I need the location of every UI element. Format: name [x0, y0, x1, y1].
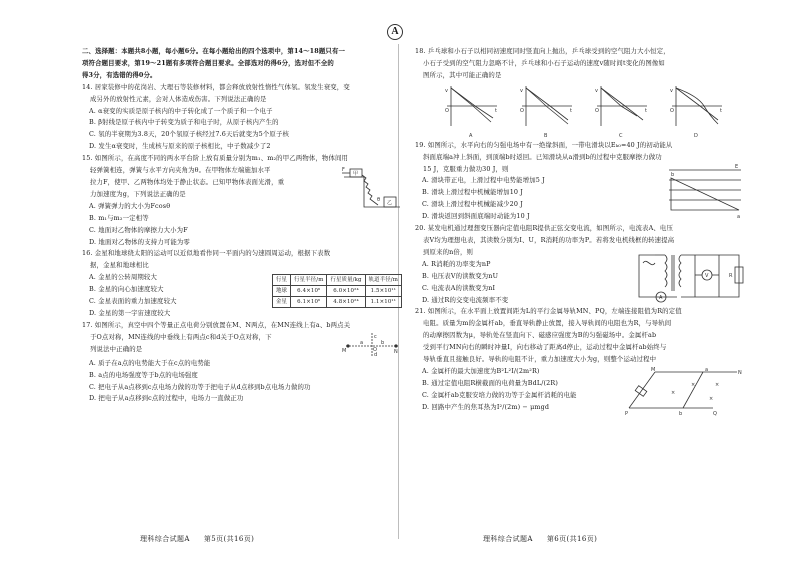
q21-option-b: B. 通过定值电阻R横截面的电荷量为BdL/(2R) — [422, 378, 558, 387]
svg-text:P: P — [625, 410, 629, 416]
q18-velocity-graphs — [415, 82, 745, 140]
table-header-row: 行星 行星半径/m 行星质量/kg 轨道半径/m — [272, 275, 401, 286]
svg-text:N: N — [738, 369, 742, 376]
q19-incline-figure — [665, 164, 745, 220]
q20-option-a: A. R消耗的功率变为nP — [422, 259, 491, 268]
q14-option-d: D. 发生α衰变时，生成核与原来的原子核相比，中子数减少了2 — [89, 142, 271, 151]
svg-text:O: O — [445, 107, 450, 114]
svg-text:v: v — [445, 87, 449, 94]
svg-text:C: C — [619, 132, 623, 139]
svg-text:A: A — [469, 132, 473, 139]
section-intro: 二、选择题：本题共8小题，每小题6分。在每小题给出的四个选项中，第14～18题只有一 项符合题目要求，第19～21题有多项符合题目要求。全部选对的得6分，选对但不全的 得3分，有选错的得0分。 — [82, 47, 346, 79]
graph-d — [670, 86, 722, 139]
svg-text:v: v — [595, 87, 599, 94]
q16-option-b: B. 金星的向心加速度较大 — [89, 285, 164, 294]
q15-option-a: A. 弹簧弹力的大小为Fcosθ — [89, 201, 171, 210]
q19-option-d: D. 滑块返回到斜面底端时动能为10 J — [422, 212, 530, 221]
q19-option-b: B. 滑块上滑过程中机械能增加10 J — [422, 188, 524, 197]
q17-option-b: B. a点的电场强度等于b点的电场强度 — [89, 370, 198, 379]
page-number: 第6页(共16页) — [546, 535, 598, 543]
q21-option-a: A. 金属杆的最大加速度为B²L²I/(2m²R) — [422, 366, 540, 375]
svg-text:O: O — [520, 107, 525, 114]
footer-left: 理科综合试题A 第5页(共16页) — [140, 535, 255, 543]
svg-text:b: b — [671, 171, 675, 178]
graph-a — [445, 86, 497, 139]
version-badge: A — [387, 24, 403, 40]
svg-text:×: × — [671, 389, 676, 396]
svg-text:θ: θ — [377, 197, 381, 204]
footer-right: 理科综合试题A 第6页(共16页) — [483, 535, 598, 543]
svg-text:a: a — [360, 339, 364, 346]
svg-text:甲: 甲 — [353, 171, 359, 178]
q21-option-c: C. 金属杆ab克服安培力做的功等于金属杆消耗的电能 — [422, 390, 577, 399]
svg-text:c: c — [374, 333, 377, 340]
q20-transformer-figure — [635, 247, 745, 305]
question-16: 16. 金星和地球绕太阳的运动可以近似地看作同一平面内的匀速圆周运动，根据下表数 据，金星和地球相比 A. 金星的公转周期较大 B. 金星的向心加速度较大 C. 金星表面的重力加速度较大 D. 金星的第一宇宙速度较大 行星 行星半径/m 行星质量/kg 轨道半径/m 地球 6.4×10⁶ 6.0×10²⁴ 1.5×10¹¹ 金星 6.1×10⁶ 4.8×10²⁴ 1.1×10¹¹ — [82, 248, 402, 319]
q16-option-c: C. 金星表面的重力加速度较大 — [89, 297, 177, 306]
svg-text:F: F — [342, 167, 346, 174]
q21-rail-figure — [625, 366, 745, 416]
planet-data-table — [272, 274, 402, 308]
question-14: 14. 居家装修中的花岗岩、大理石等装修材料，都会释放放射性惰性气体氡。氡发生衰变，变 成另外的放射性元素，会对人体造成伤害。下列说法正确的是 A. α衰变的实质是原子核内的中子转化成了一个质子和一个电子 B. β射线是原子核内中子转变为质子和电子时，从原子核内产生的 C. 氡的半衰期为3.8天，20个氡原子核经过7.6天后就变为5个原子核 D. 发生α衰变时，生成核与原来的原子核相比，中子数减少了2 — [82, 82, 402, 153]
svg-text:a: a — [737, 213, 741, 220]
q19-option-a: A. 滑块带正电，上滑过程中电势能增加5 J — [422, 176, 545, 185]
question-15: 15. 如图所示，在高度不同的两水平台阶上放有质量分别为m₁、m₂的甲乙两物体，物体间用 轻弹簧相连，弹簧与水平方向夹角为θ。在甲物体左端施加水平 拉力F，使甲、乙两物体均处于静止状态。已知甲物体表面光滑，重 力加速度为g，下列说法正确的是 A. 弹簧弹力的大小为Fcosθ 甲 F 乙 θ B. m₁与m₂一定相等 C. 地面对乙物体的摩擦力大小为F D. 地面对乙物体的支持力可能为零 — [82, 153, 402, 248]
q20-option-b: B. 电压表V的读数变为nU — [422, 271, 499, 280]
q17-charge-figure — [342, 332, 402, 358]
svg-text:O: O — [373, 346, 378, 353]
svg-text:×: × — [691, 381, 696, 388]
q20-option-d: D. 通过R的交变电流频率不变 — [422, 295, 509, 304]
q15-option-d: D. 地面对乙物体的支持力可能为零 — [89, 237, 190, 246]
svg-text:v: v — [520, 87, 524, 94]
svg-text:t: t — [645, 107, 648, 114]
svg-text:t: t — [570, 107, 573, 114]
q19-option-c: C. 滑块上滑过程中机械能减少20 J — [422, 200, 523, 209]
table-row: 地球 6.4×10⁶ 6.0×10²⁴ 1.5×10¹¹ — [272, 286, 401, 297]
graph-c — [595, 86, 647, 139]
q14-option-a: A. α衰变的实质是原子核内的中子转化成了一个质子和一个电子 — [89, 106, 273, 115]
svg-text:b: b — [679, 410, 683, 416]
q16-option-a: A. 金星的公转周期较大 — [89, 273, 157, 282]
q17-option-c: C. 把电子从a点移到c点电场力做的功等于把电子从d点移到b点电场力做的功 — [89, 382, 311, 391]
graph-b — [520, 86, 572, 139]
svg-text:Q: Q — [713, 410, 718, 416]
svg-text:t: t — [720, 107, 723, 114]
svg-text:t: t — [495, 107, 498, 114]
right-column — [415, 46, 745, 416]
svg-text:v: v — [670, 87, 674, 94]
q15-option-c: C. 地面对乙物体的摩擦力大小为F — [89, 225, 188, 234]
q14-option-b: B. β射线是原子核内中子转变为质子和电子时，从原子核内产生的 — [89, 118, 279, 127]
q16-option-d: D. 金星的第一宇宙速度较大 — [89, 308, 171, 317]
page-number: 第5页(共16页) — [203, 535, 255, 543]
q17-option-a: A. 质子在a点的电势能大于在c点的电势能 — [89, 358, 211, 367]
q15-option-b: B. m₁与m₂一定相等 — [89, 213, 149, 222]
svg-text:E: E — [735, 163, 739, 170]
svg-text:b: b — [381, 339, 385, 346]
svg-text:D: D — [694, 132, 699, 139]
table-row: 金星 6.1×10⁶ 4.8×10²⁴ 1.1×10¹¹ — [272, 297, 401, 308]
question-17: 17. 如图所示，真空中四个等量正点电荷分别放置在M、N两点，在MN连线上有a、b两点关 于O点对称，MN连线的中垂线上有两点c和d关于O点对称，下 列说法中正确的是 M N a b c d O A. 质子在a点的电势能大于在c点的电势能 B. a点的电场强度等于b点的电场强度 C. 把电子从a点移到c点电场力做的功等于把电子从d点移到b点电场力做的功 D. 把电子从a点移到c点的过程中，电场力一直做正功 — [82, 320, 402, 406]
svg-text:M: M — [342, 347, 347, 354]
svg-text:d: d — [374, 351, 378, 358]
svg-text:R: R — [729, 272, 733, 279]
q17-option-d: D. 把电子从a点移到c点的过程中，电场力一直做正功 — [89, 394, 244, 403]
svg-text:O: O — [670, 107, 675, 114]
q20-option-c: C. 电流表A的读数变为nI — [422, 283, 496, 292]
svg-text:a: a — [705, 366, 709, 373]
q21-option-d: D. 回路中产生的焦耳热为I²/(2m) − μmgd — [422, 402, 550, 411]
svg-text:N: N — [394, 348, 398, 355]
svg-text:B: B — [544, 132, 548, 139]
svg-text:×: × — [709, 395, 714, 402]
svg-text:A: A — [659, 294, 663, 301]
q15-spring-figure — [342, 165, 402, 211]
svg-text:×: × — [715, 381, 720, 388]
question-21: 21. 如图所示，在水平面上放置间距为L的平行金属导轨MN、PQ，左端连接阻值为R的定值 电阻。质量为m的金属杆ab，垂直导轨静止放置，接入导轨间的电阻也为R，与导轨间 的动摩擦因数为μ，导轨处在竖直向下、磁感应强度为B的匀强磁场中。金属杆ab 受到平行MN向右的瞬时冲量I，向右移动了距离d停止，运动过程中金属杆ab始终与 导轨垂直且接触良好。导轨的电阻不计，重力加速度大小为g，则整个运动过程中 A. 金属杆的最大加速度为B²L²I/(2m²R) B. 通过定值电阻R横截面的电荷量为BdL/(2R) C. 金属杆ab克服安培力做的功等于金属杆消耗的电能 D. 回路中产生的焦耳热为I²/(2m) − μmgd M N P Q a b × × × × — [415, 306, 745, 416]
question-19: 19. 如图所示，水平向右的匀强电场中有一绝缘斜面，一带电滑块以Eₖ₀=40 J的初动能从 斜面底端a冲上斜面，到顶端b时返回。已知滑块从a滑到b的过程中克服摩擦力做功 15 J，克服重力做功30 J，则 A. 滑块带正电，上滑过程中电势能增加5 J B. 滑块上滑过程中机械能增加10 J C. 滑块上滑过程中机械能减少20 J D. 滑块返回到斜面底端时动能为10 J E b a — [415, 140, 745, 223]
left-column — [82, 46, 402, 405]
svg-text:V: V — [705, 272, 709, 279]
svg-text:乙: 乙 — [387, 200, 393, 207]
svg-text:O: O — [595, 107, 600, 114]
question-18: 18. 乒乓球和小石子以相同初速度同时竖直向上抛出，乒乓球受到的空气阻力大小恒定， 小石子受到的空气阻力忽略不计，乒乓球和小石子运动的速度v随时间t变化的图像如 图所示，其中可能正确的是 v t O A v t O B v t O C v t O D — [415, 46, 745, 140]
q14-option-c: C. 氡的半衰期为3.8天，20个氡原子核经过7.6天后就变为5个原子核 — [89, 130, 290, 139]
svg-text:M: M — [651, 366, 656, 373]
question-20: 20. 某发电机通过理想变压器向定值电阻R提供正弦交变电流，如图所示，电流表A、电压 表V均为理想电表，其读数分别为I、U，R消耗的功率为P。若将发电机线框的转速提高 到原来的n倍，则 A. R消耗的功率变为nP B. 电压表V的读数变为nU C. 电流表A的读数变为nI D. 通过R的交变电流频率不变 A V R — [415, 223, 745, 306]
